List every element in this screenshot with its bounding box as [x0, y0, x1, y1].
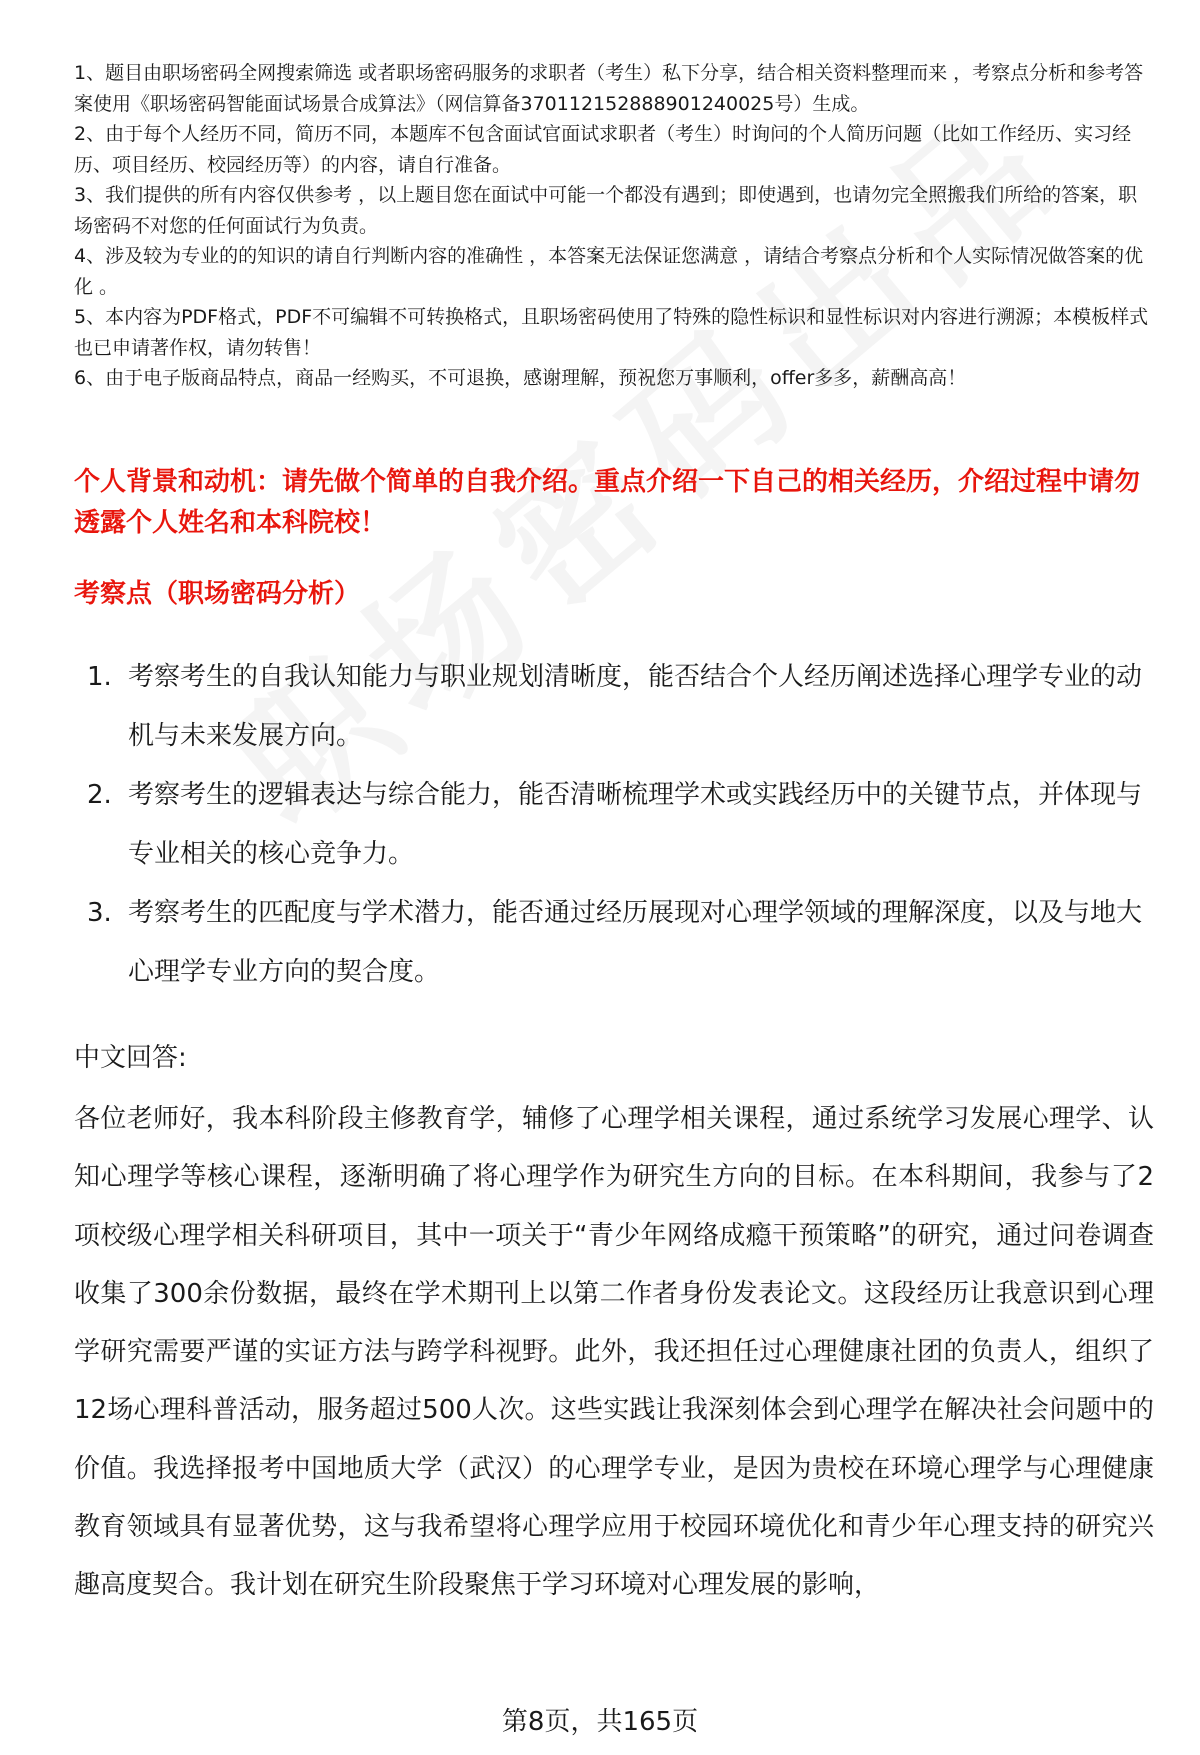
notice-item: 2、由于每个人经历不同，简历不同，本题库不包含面试官面试求职者（考生）时询问的个人简历问题（比如工作经历、实习经历、项目经历、校园经历等）的内容，请自行准备。: [74, 123, 1132, 176]
analysis-point: [74, 648, 1154, 766]
disclaimer-notice: [74, 58, 1154, 394]
answer-body: 各位老师好，我本科阶段主修教育学，辅修了心理学相关课程，通过系统学习发展心理学、认知心理学等核心课程，逐渐明确了将心理学作为研究生方向的目标。在本科期间，我参与了2项校级心理学相关科研项目，其中一项关于“青少年网络成瘾干预策略”的研究，通过问卷调查收集了300余份数据，最终在学术期刊上以第二作者身份发表论文。这段经历让我意识到心理学研究需要严谨的实证方法与跨学科视野。此外，我还担任过心理健康社团的负责人，组织了12场心理科普活动，服务超过500人次。这些实践让我深刻体会到心理学在解决社会问题中的价值。我选择报考中国地质大学（武汉）的心理学专业，是因为贵校在环境心理学与心理健康教育领域具有显著优势，这与我希望将心理学应用于校园环境优化和青少年心理支持的研究兴趣高度契合。我计划在研究生阶段聚焦于学习环境对心理发展的影响，: [74, 1104, 1154, 1601]
interview-question: 个人背景和动机：请先做个简单的自我介绍。重点介绍一下自己的相关经历，介绍过程中请勿透露个人姓名和本科院校！: [74, 467, 1141, 538]
point-number: 1.: [87, 662, 112, 692]
notice-item: 4、涉及较为专业的的知识的请自行判断内容的准确性 ，本答案无法保证您满意 ，请结合考察点分析和个人实际情况做答案的优化 。: [74, 245, 1144, 298]
notice-item: 3、我们提供的所有内容仅供参考 ，以上题目您在面试中可能一个都没有遇到；即使遇到，也请勿完全照搬我们所给的答案，职场密码不对您的任何面试行为负责。: [74, 184, 1138, 237]
page-number: 第8页，共165页: [501, 1707, 699, 1737]
point-number: 2.: [87, 780, 112, 810]
point-text: 考察考生的匹配度与学术潜力，能否通过经历展现对心理学领域的理解深度，以及与地大心理学专业方向的契合度。: [128, 898, 1143, 987]
analysis-heading: 考察点（职场密码分析）: [74, 579, 361, 609]
notice-item: 6、由于电子版商品特点，商品一经购买，不可退换，感谢理解，预祝您万事顺利，offer多多，薪酬高高！: [74, 367, 967, 389]
notice-item: 5、本内容为PDF格式，PDF不可编辑不可转换格式，且职场密码使用了特殊的隐性标识和显性标识对内容进行溯源；本模板样式也已申请著作权，请勿转售！: [74, 306, 1149, 359]
point-number: 3.: [87, 898, 112, 928]
notice-item: 1、题目由职场密码全网搜索筛选 或者职场密码服务的求职者（考生）私下分享，结合相关资料整理而来 ，考察点分析和参考答案使用《职场密码智能面试场景合成算法》（网信算备370112152888901240025号）生成。: [74, 62, 1144, 115]
point-text: 考察考生的自我认知能力与职业规划清晰度，能否结合个人经历阐述选择心理学专业的动机与未来发展方向。: [128, 662, 1143, 751]
analysis-point: [74, 884, 1154, 1002]
analysis-points: [74, 648, 1154, 1002]
point-text: 考察考生的逻辑表达与综合能力，能否清晰梳理学术或实践经历中的关键节点，并体现与专业相关的核心竞争力。: [128, 780, 1143, 869]
analysis-point: [74, 766, 1154, 884]
answer-label: 中文回答:: [74, 1043, 187, 1073]
